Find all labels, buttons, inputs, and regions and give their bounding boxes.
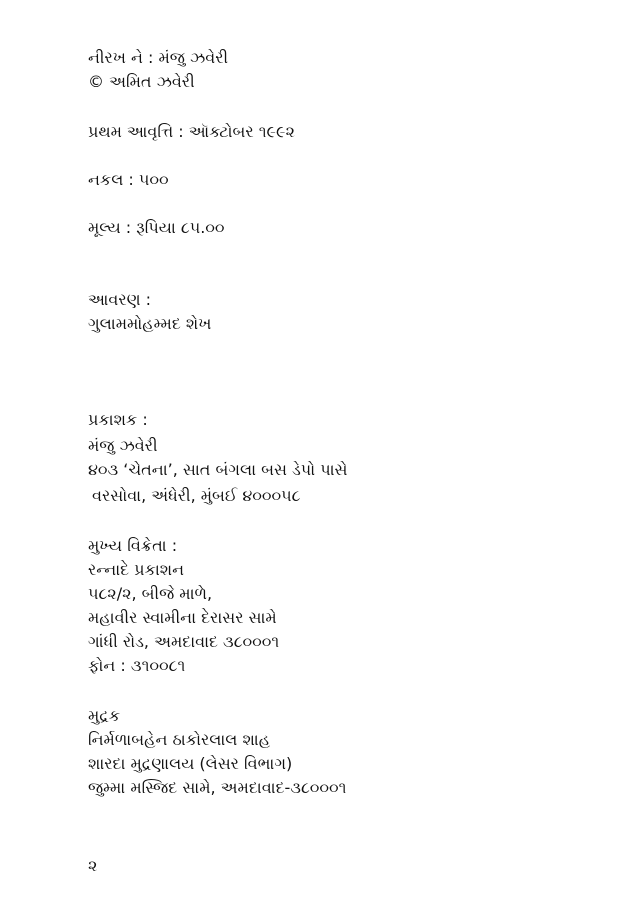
copyright-line: © અમિત ઝવેરી [88, 72, 195, 91]
distributor-address-line2: મહાવીર સ્વામીના દેરાસર સામે [88, 608, 277, 627]
copies-line: નકલ : ૫૦૦ [88, 170, 169, 189]
cover-heading: આવરણ : [88, 290, 152, 309]
page-number: ૨ [88, 856, 98, 875]
distributor-address-line1: ૫૮૨/૨, બીજે માળે, [88, 584, 213, 603]
publisher-heading: પ્રકાશક : [88, 410, 148, 429]
distributor-phone: ફોન : ૩૧૦૦૮૧ [88, 656, 186, 675]
distributor-heading: મુખ્ય વિક્રેતા : [88, 536, 178, 555]
publisher-name: મંજુ ઝવેરી [88, 436, 158, 455]
reader-credit: નીરખ ને : મંજુ ઝવેરી [88, 48, 229, 67]
distributor-name: રન્નાદે પ્રકાશન [88, 560, 185, 579]
edition-line: પ્રથમ આવૃત્તિ : ઑક્ટોબર ૧૯૯૨ [88, 122, 295, 141]
printer-heading: મુદ્રક [88, 706, 121, 725]
cover-artist: ગુલામમોહમ્મદ શેખ [88, 314, 212, 333]
printer-name: નિર્મળાબહેન ઠાકોરલાલ શાહ [88, 730, 271, 749]
publisher-address-line1: ૪૦૩ ‘ચેતના’, સાત બંગલા બસ ડેપો પાસે [88, 460, 348, 479]
price-line: મૂલ્ય : રૂપિયા ૮૫.૦૦ [88, 218, 225, 237]
publisher-address-line2: વરસોવા, અંધેરી, મુંબઈ ૪૦૦૦૫૮ [92, 486, 301, 505]
printer-press: શારદા મુદ્રણાલય (લેસર વિભાગ) [88, 754, 293, 773]
distributor-address-line3: ગાંધી રોડ, અમદાવાદ ૩૮૦૦૦૧ [88, 632, 280, 651]
printer-address: જુમ્મા મસ્જિદ સામે, અમદાવાદ-૩૮૦૦૦૧ [88, 778, 347, 797]
